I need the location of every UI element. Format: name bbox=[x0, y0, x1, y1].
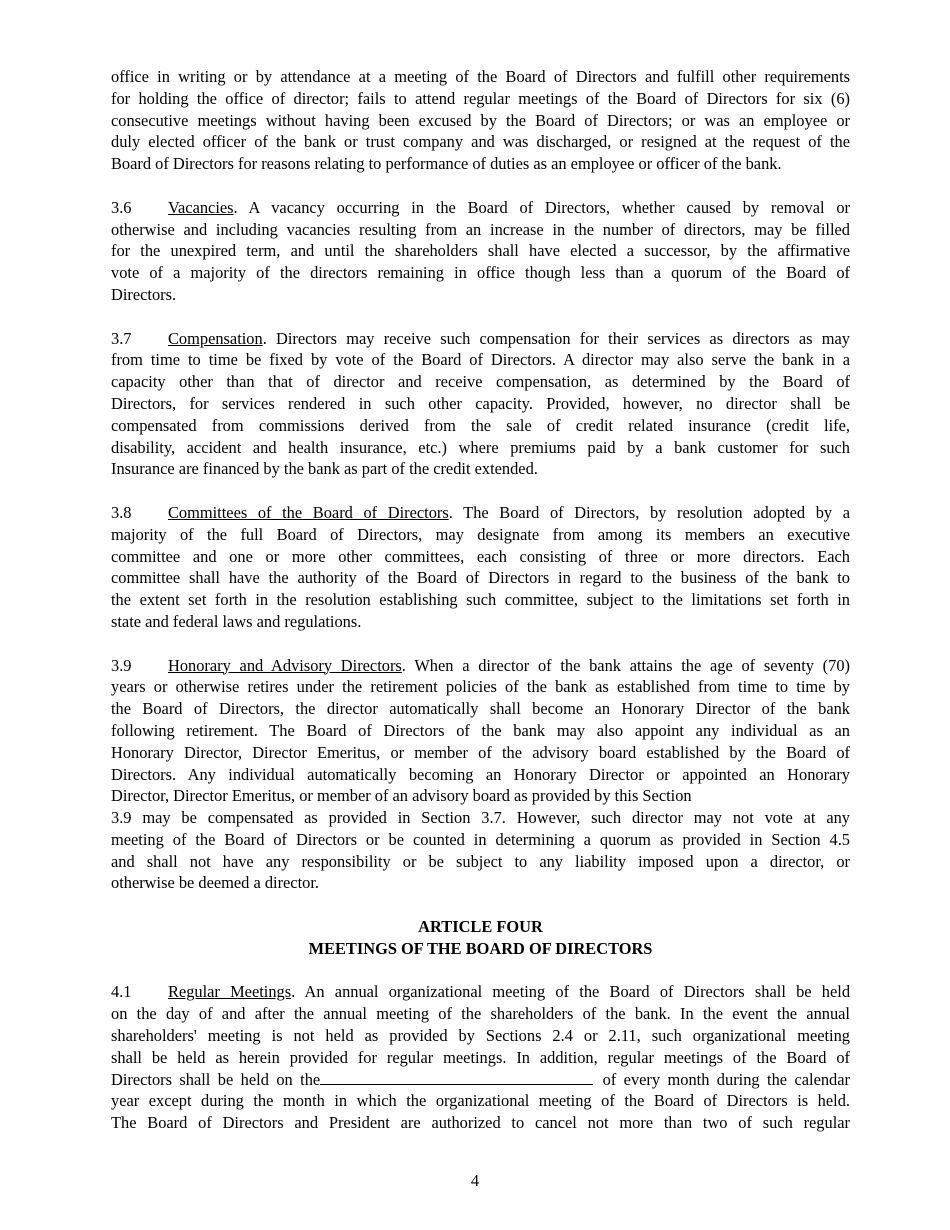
text-line: office in writing or by attendance at a meeting of the Board of Directors and fulfill other requirements bbox=[111, 67, 850, 86]
text-line bbox=[111, 502, 850, 524]
section-number: 4.1 bbox=[111, 982, 132, 1002]
text-line bbox=[111, 981, 850, 1003]
text-fragment: . The Board of Directors, by resolution adopted by a bbox=[448, 502, 851, 522]
section-number: 3.6 bbox=[111, 197, 132, 217]
text-line bbox=[111, 1069, 850, 1091]
text-line: Directors. Any individual automatically becoming an Honorary Director or appointed an Honorary bbox=[111, 764, 850, 784]
section-number: 3.8 bbox=[111, 502, 132, 522]
text-line: on the day of and after the annual meeting of the shareholders of the bank. In the event the annual bbox=[111, 1004, 850, 1024]
text-fragment: . An annual organizational meeting of the Board of Directors shall be held bbox=[291, 982, 851, 1002]
page-number: 4 bbox=[470, 1171, 480, 1190]
section-4-1 bbox=[111, 981, 850, 1134]
text-line: following retirement. The Board of Directors of the bank may also appoint any individual as an bbox=[111, 720, 850, 740]
text-line: committee shall have the authority of the Board of Directors in regard to the business of the bank to bbox=[111, 568, 850, 588]
text-line: Directors. bbox=[111, 284, 177, 304]
text-fragment: Directors shall be held on the bbox=[111, 1069, 321, 1089]
text-line: for holding the office of director; fails to attend regular meetings of the Board of Directors for six (6) bbox=[111, 88, 850, 108]
text-line: consecutive meetings without having been excused by the Board of Directors; or was an employee or bbox=[111, 110, 850, 130]
text-line: duly elected officer of the bank or trust company and was discharged, or resigned at the request of the bbox=[111, 132, 850, 152]
text-line: Board of Directors for reasons relating to performance of duties as an employee or officer of the bank. bbox=[111, 154, 782, 174]
text-line: otherwise and including vacancies resulting from an increase in the number of directors, may be filled bbox=[111, 219, 850, 239]
text-line bbox=[111, 197, 850, 219]
text-line bbox=[111, 655, 850, 677]
section-heading: Honorary and Advisory Directors bbox=[168, 655, 402, 675]
text-line: otherwise be deemed a director. bbox=[111, 873, 319, 893]
text-line: 3.9 may be compensated as provided in Section 3.7. However, such director may not vote at any bbox=[111, 808, 850, 828]
text-line: The Board of Directors and President are authorized to cancel not more than two of such regular bbox=[111, 1113, 850, 1133]
text-line: Directors, for services rendered in such other capacity. Provided, however, no director shall be bbox=[111, 393, 850, 413]
section-3-9 bbox=[111, 655, 850, 895]
section-heading: Committees of the Board of Directors bbox=[168, 502, 449, 522]
text-line: and shall not have any responsibility or be subject to any liability imposed upon a director, or bbox=[111, 851, 850, 871]
article-subtitle: MEETINGS OF THE BOARD OF DIRECTORS bbox=[308, 938, 653, 958]
text-line: compensated from commissions derived from the sale of credit related insurance (credit life, bbox=[111, 415, 850, 435]
blank-fill-line bbox=[320, 1069, 593, 1085]
paragraph-continuation bbox=[111, 66, 850, 175]
text-line: from time to time be fixed by vote of the Board of Directors. A director may also serve the bank in a bbox=[111, 350, 850, 370]
text-line: year except during the month in which the organizational meeting of the Board of Directors is held. bbox=[111, 1091, 850, 1111]
text-line: the extent set forth in the resolution establishing such committee, subject to the limitations set forth in bbox=[111, 590, 850, 610]
text-line: shareholders' meeting is not held as provided by Sections 2.4 or 2.11, such organizational meeting bbox=[111, 1026, 850, 1046]
section-heading: Vacancies bbox=[168, 197, 234, 217]
section-heading: Regular Meetings bbox=[168, 982, 292, 1002]
text-line: committee and one or more other committees, each consisting of three or more directors. Each bbox=[111, 546, 850, 566]
text-fragment: . When a director of the bank attains the age of seventy (70) bbox=[401, 655, 850, 675]
text-line: Honorary Director, Director Emeritus, or member of the advisory board established by the Board of bbox=[111, 742, 850, 762]
text-fragment: . Directors may receive such compensation for their services as directors as may bbox=[262, 328, 850, 348]
text-line: the Board of Directors, the director automatically shall become an Honorary Director of the bank bbox=[111, 699, 850, 719]
text-line: for the unexpired term, and until the shareholders shall have elected a successor, by the affirmative bbox=[111, 241, 850, 261]
section-number: 3.9 bbox=[111, 655, 132, 675]
text-fragment: of every month during the calendar bbox=[595, 1069, 850, 1089]
section-heading: Compensation bbox=[168, 328, 263, 348]
text-line: Director, Director Emeritus, or member of an advisory board as provided by this Section bbox=[111, 786, 692, 806]
section-number: 3.7 bbox=[111, 328, 132, 348]
article-heading bbox=[111, 916, 850, 960]
text-line: vote of a majority of the directors remaining in office though less than a quorum of the Board of bbox=[111, 263, 850, 283]
article-title: ARTICLE FOUR bbox=[418, 917, 543, 937]
text-line: disability, accident and health insurance, etc.) where premiums paid by a bank customer for such bbox=[111, 437, 850, 457]
section-3-8 bbox=[111, 502, 850, 633]
text-line bbox=[111, 328, 850, 350]
text-fragment: . A vacancy occurring in the Board of Directors, whether caused by removal or bbox=[233, 197, 850, 217]
text-line: meeting of the Board of Directors or be counted in determining a quorum as provided in Section 4.5 bbox=[111, 829, 850, 849]
section-3-7 bbox=[111, 328, 850, 481]
section-3-6 bbox=[111, 197, 850, 306]
text-line: state and federal laws and regulations. bbox=[111, 611, 362, 631]
text-line: majority of the full Board of Directors, may designate from among its members an executive bbox=[111, 524, 850, 544]
text-line: years or otherwise retires under the retirement policies of the bank as established from time to time by bbox=[111, 677, 850, 697]
text-line: Insurance are financed by the bank as part of the credit extended. bbox=[111, 459, 538, 479]
document-page bbox=[111, 66, 850, 1156]
text-line: shall be held as herein provided for regular meetings. In addition, regular meetings of the Board of bbox=[111, 1047, 850, 1067]
text-line: capacity other than that of director and receive compensation, as determined by the Board of bbox=[111, 372, 850, 392]
